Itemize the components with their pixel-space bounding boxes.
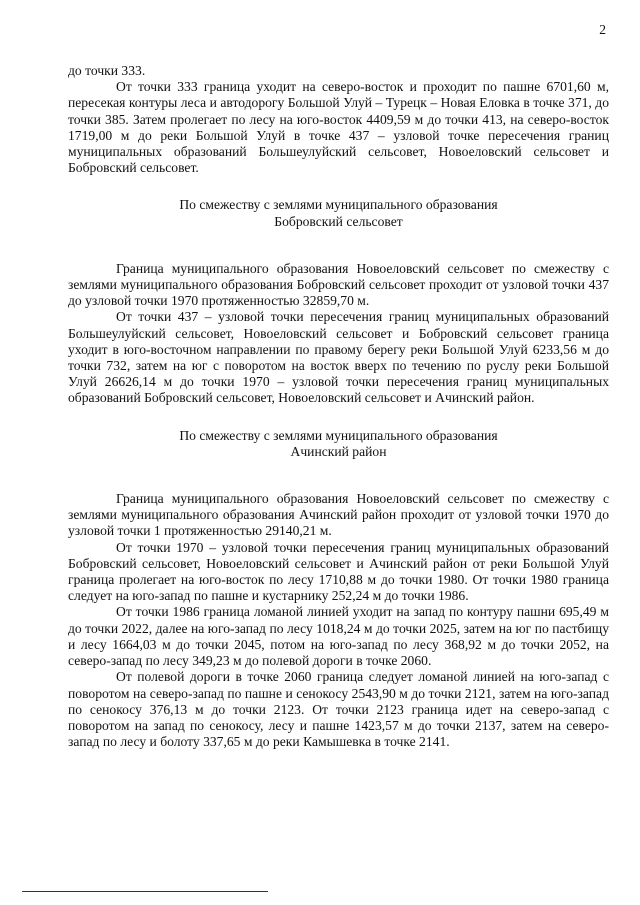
intro-paragraph: От точки 333 граница уходит на северо-восток и проходит по пашне 6701,60 м, пересекая контуры леса и автодорогу Большой Улуй – Турецк – Новая Еловка в точке 371, до точки 385. Затем пролегает по лесу на юго-восток 4409,59 м до точки 413, на северо-восток 1719,00 м до реки Большой Улуй в точке 437 – узловой точке пересечения границ муниципальных образований Большеулуйский сельсовет, Новоеловский сельсовет и Бобровский сельсовет.: [68, 79, 609, 176]
achinsky-paragraph-3: От точки 1986 граница ломаной линией уходит на запад по контуру пашни 695,49 м до точки 2022, далее на юго-запад по лесу 1018,24 м до точки 2025, затем на юг по пастбищу и лесу 1664,03 м до точки 2045, потом на юго-запад по лесу 368,92 м до точки 2052, на северо-запад по лесу 349,23 м до полевой дороги в точке 2060.: [68, 604, 609, 669]
page-number: 2: [599, 22, 606, 37]
achinsky-paragraph-1: Граница муниципального образования Новоеловский сельсовет по смежеству с землями муниципального образования Ачинский район проходит от узловой точки 1970 до узловой точки 1 протяженностью 29140,21 м.: [68, 491, 609, 539]
document-body: [68, 63, 609, 750]
section-heading-bobrovsky-line1: По смежеству с землями муниципального образования: [179, 197, 498, 213]
achinsky-paragraph-2: От точки 1970 – узловой точки пересечения границ муниципальных образований Бобровский сельсовет, Новоеловский сельсовет и Ачинский район от реки Большой Улуй граница пролегает на юго-восток по лесу 1710,88 м до точки 1980. От точки 1980 граница следует на юго-запад по пашне и кустарнику 252,24 м до точки 1986.: [68, 539, 609, 604]
section-heading-achinsky-line1: По смежеству с землями муниципального образования: [179, 427, 498, 443]
footer-divider: [22, 891, 268, 892]
section-heading-bobrovsky-line2: Бобровский сельсовет: [274, 213, 403, 229]
bobrovsky-paragraph-1: Граница муниципального образования Новоеловский сельсовет по смежеству с землями муниципального образования Бобровский сельсовет проходит от узловой точки 437 до узловой точки 1970 протяженностью 32859,70 м.: [68, 260, 609, 309]
section-heading-achinsky-line2: Ачинский район: [290, 443, 387, 459]
continuation-line: до точки 333.: [68, 63, 146, 78]
achinsky-paragraph-4: От полевой дороги в точке 2060 граница следует ломаной линией на юго-запад с поворотом на северо-запад по пашне и сенокосу 2543,90 м до точки 2121, затем на юго-запад по сенокосу 376,13 м до точки 2123. От точки 2123 граница идет на северо-запад с поворотом на запад по сенокосу, лесу и пашне 1423,57 м до точки 2137, затем на северо-запад по лесу и болоту 337,65 м до реки Камышевка в точке 2141.: [68, 669, 609, 750]
bobrovsky-paragraph-2: От точки 437 – узловой точки пересечения границ муниципальных образований Большеулуйский сельсовет, Новоеловский сельсовет и Бобровский сельсовет граница уходит в юго-восточном направлении по правому берегу реки Большой Улуй 6233,56 м до точки 732, затем на юг с поворотом на восток вверх по течению по руслу реки Большой Улуй 26626,14 м до точки 1970 – узловой точки пересечения границ муниципальных образований Бобровский сельсовет, Новоеловский сельсовет и Ачинский район.: [68, 309, 609, 406]
